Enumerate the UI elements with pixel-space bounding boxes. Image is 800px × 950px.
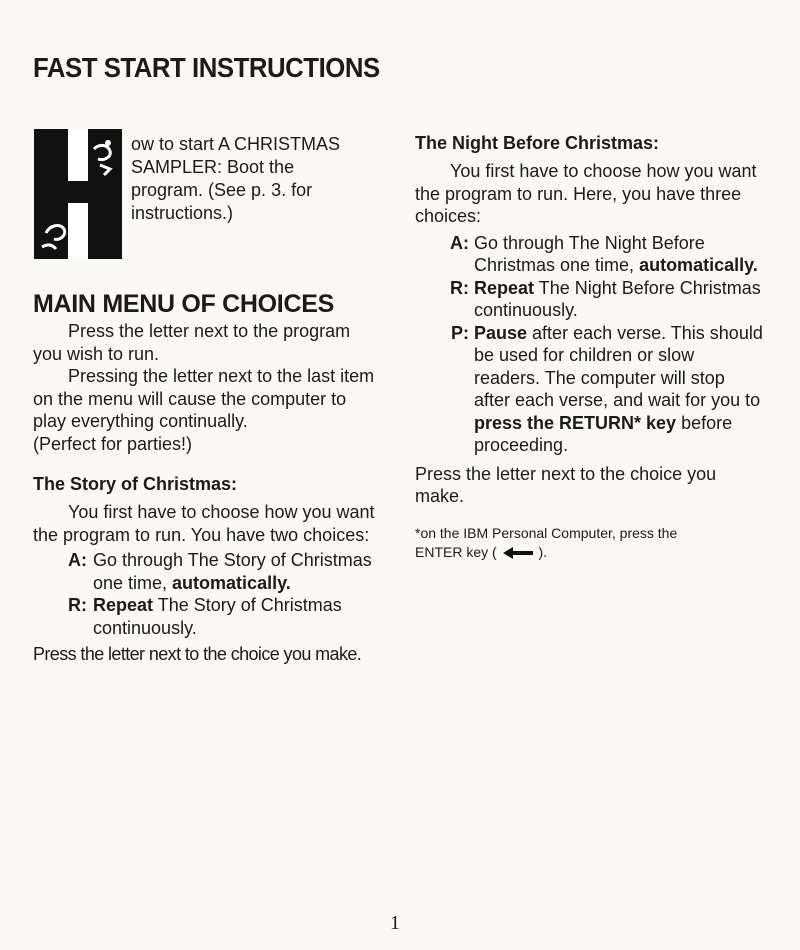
night-intro: You first have to choose how you want the program to run. Here, you have three choices: [415,161,757,226]
night-choice-p [415,322,763,457]
story-section [33,474,378,666]
return-key-bold: press the RETURN* key [474,412,677,433]
footnote [415,524,763,562]
enter-arrow-icon [501,546,535,560]
story-closing: Press the letter next to the choice you make. [33,644,362,664]
story-choice-a [33,549,378,594]
intro-text: ow to start A CHRISTMAS SAMPLER: Boot the program. (See p. 3. for instructions.) [131,134,341,223]
choice-text-after: after each verse. This should be used for children or slow readers. The computer will stop after each verse, and wait for you to [474,322,763,410]
main-menu-para-2: Pressing the letter next to the last item on the menu will cause the computer to play everything continually. [33,366,375,431]
night-choice-a [415,232,763,277]
footnote-line-1: *on the IBM Personal Computer, press the [415,524,678,541]
night-closing: Press the letter next to the choice you make. [415,463,717,506]
choice-bold: Pause [474,322,528,343]
choice-bold: Repeat [93,595,154,615]
night-heading: The Night Before Christmas: [415,133,660,153]
footnote-key-text: key ( [462,543,501,560]
story-intro: You first have to choose how you want the program to run. You have two choices: [33,502,375,545]
pause-tail: before proceeding. [474,412,733,455]
choice-key: R: [450,277,469,298]
choice-text-after: The Night Before Christmas continuously. [474,277,761,320]
choice-bold: Repeat [474,277,535,298]
page-title: FAST START INSTRUCTIONS [33,52,380,83]
page-number: 1 [390,912,400,934]
main-menu-para-1: Press the letter next to the program you wish to run. [33,321,351,364]
dropcap-h-ornament [34,129,122,259]
choice-key: A: [68,550,87,570]
footnote-line-2 [415,543,763,562]
footnote-end: ). [534,543,548,560]
choice-bold: automatically. [639,255,758,275]
story-choice-r [33,594,378,639]
main-menu-body [33,320,378,455]
main-menu-para-3: (Perfect for parties!) [33,433,193,454]
choice-text: Go through The Story of Christmas one time, [93,550,372,593]
night-section [415,133,763,562]
choice-text-after: The Story of Christmas continuously. [93,595,342,638]
night-choice-r [415,277,763,322]
choice-key: A: [450,232,469,253]
choice-key: P: [451,322,469,343]
choice-text: Go through The Night Before Christmas one time, [474,232,705,275]
story-heading: The Story of Christmas: [33,474,238,494]
choice-bold: automatically. [172,572,291,593]
choice-key: R: [68,595,87,615]
main-menu-heading: MAIN MENU OF CHOICES [33,290,334,318]
enter-label: ENTER [415,543,463,560]
